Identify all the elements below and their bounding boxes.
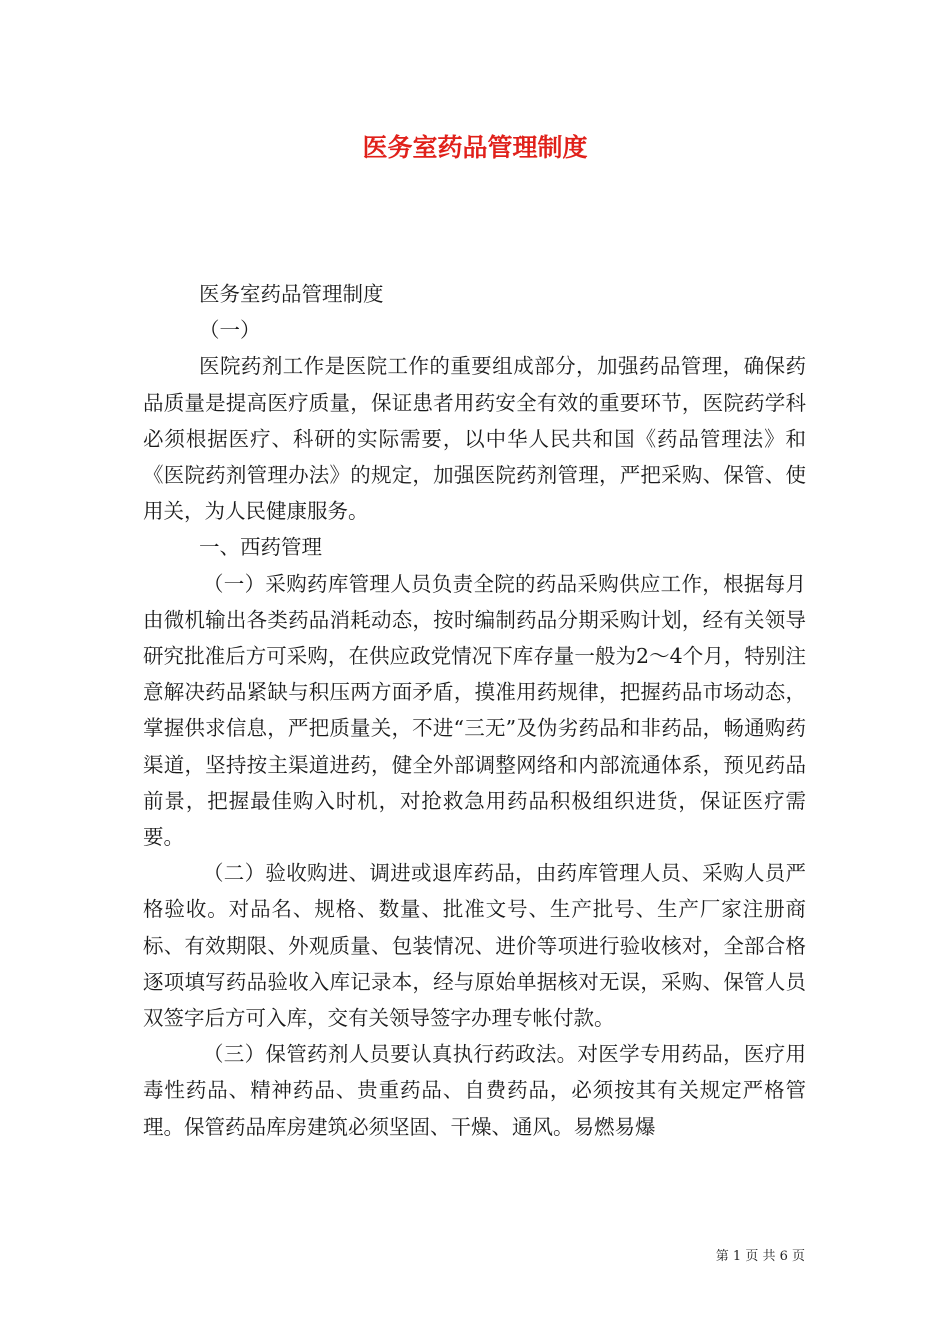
- paragraph-acceptance: （二）验收购进、调进或退库药品，由药库管理人员、采购人员严格验收。对品名、规格、数量、批准文号、生产批号、生产厂家注册商标、有效期限、外观质量、包装情况、进价等项进行验收核对，全部合格逐项填写药品验收入库记录本，经与原始单据核对无误，采购、保管人员双签字后方可入库，交有关领导签字办理专帐付款。: [143, 861, 806, 1031]
- paragraph-heading: 医务室药品管理制度: [199, 282, 384, 306]
- document-body: [143, 276, 806, 1145]
- paragraph-intro: 医院药剂工作是医院工作的重要组成部分，加强药品管理，确保药品质量是提高医疗质量，保证患者用药安全有效的重要环节，医院药学科必须根据医疗、科研的实际需要，以中华人民共和国《药品管理法》和《医院药剂管理办法》的规定，加强医院药剂管理，严把采购、保管、使用关，为人民健康服务。: [143, 354, 806, 524]
- document-title: 医务室药品管理制度: [362, 133, 588, 162]
- paragraph-section-number: （一）: [199, 318, 261, 343]
- page-number: 第 1 页 共 6 页: [715, 1249, 805, 1264]
- paragraph-western-medicine-heading: 一、西药管理: [199, 535, 322, 560]
- paragraph-procurement: （一）采购药库管理人员负责全院的药品采购供应工作，根据每月由微机输出各类药品消耗动态，按时编制药品分期采购计划，经有关领导研究批准后方可采购，在供应政党情况下库存量一般为2～4个月，特别注意解决药品紧缺与积压两方面矛盾，摸准用药规律，把握药品市场动态，掌握供求信息，严把质量关，不进“三无”及伪劣药品和非药品，畅通购药渠道，坚持按主渠道进药，健全外部调整网络和内部流通体系，预见药品前景，把握最佳购入时机，对抢救急用药品积极组织进货，保证医疗需要。: [143, 571, 806, 850]
- paragraph-storage: （三）保管药剂人员要认真执行药政法。对医学专用药品，医疗用毒性药品、精神药品、贵重药品、自费药品，必须按其有关规定严格管理。保管药品库房建筑必须坚固、干燥、通风。易燃易爆: [143, 1042, 806, 1139]
